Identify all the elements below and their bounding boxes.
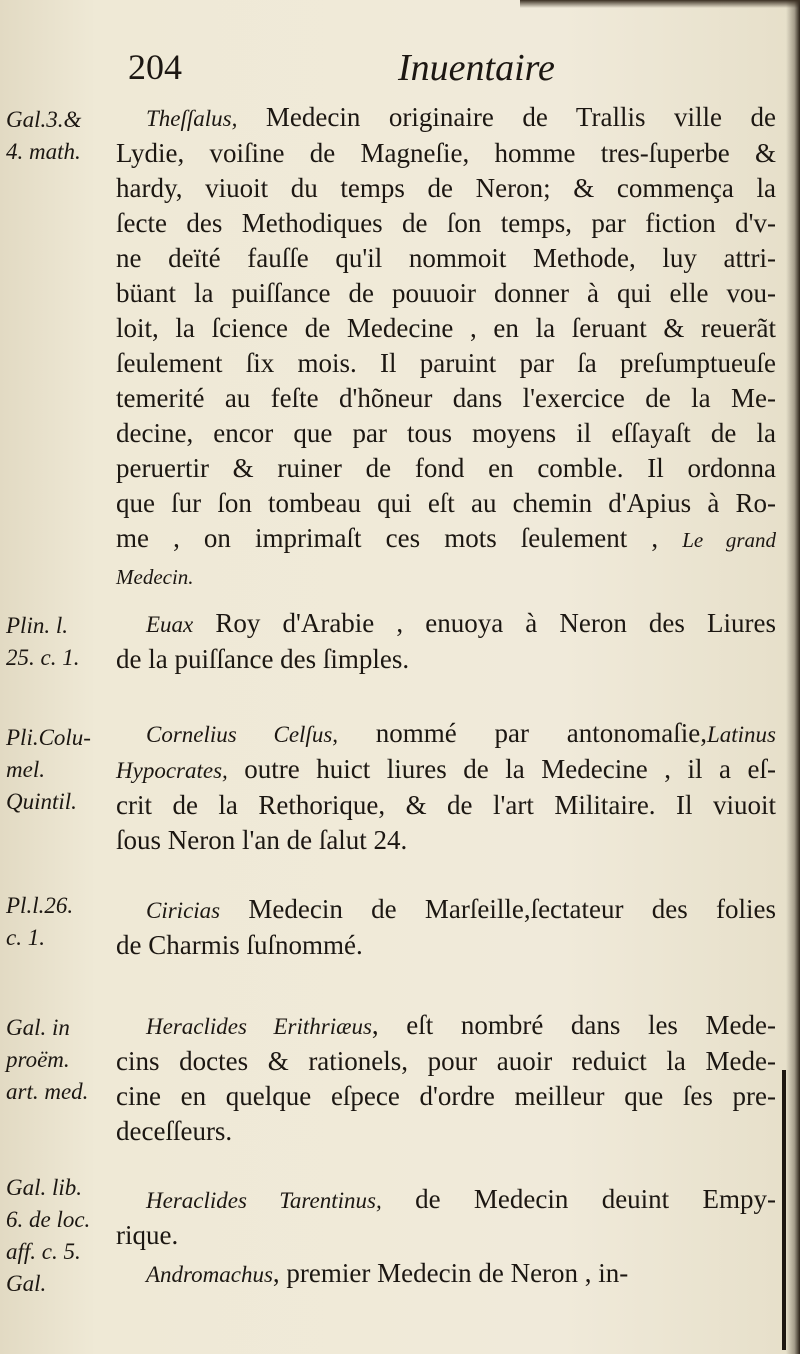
- margin-note-thessalus: Gal.3.& 4. math.: [6, 107, 82, 164]
- entry-thessalus: Theſſalus, Medecin originaire de Trallis ville de Lydie, voiſine de Magneſie, homme tres-ſuperbe & hardy, viuoit du temps de Neron; & commença la ſecte des Methodiques de ſon temps, par fiction d'v- ne deïté fauſſe qu'il nommoit Methode, luy attri- büant la puiſſance de pouuoir donner à qui elle vou- loit, la ſcience de Medecine , en la ſeruant & reuerãt ſeulement ſix mois. Il paruint par ſa preſumptueuſe temerité au feſte d'hõneur dans l'exercice de la Me- decine, encor que par tous moyens il eſſayaſt de la peruertir & ruiner de fond en comble. Il ordonna que ſur ſon tombeau qui eſt au chemin d'Apius à Ro- me , on imprimaſt ces mots ſeulement , Le grand Medecin.: [116, 102, 777, 589]
- margin-note-cricias: Pl.l.26. c. 1.: [6, 893, 74, 950]
- entry-euax: Euax Roy d'Arabie , enuoya à Neron des Liures de la puiſſance des ſimples.: [116, 608, 776, 674]
- page-header: [0, 46, 800, 96]
- margin-note-heraclides-erithraeus: Gal. in proëm. art. med.: [6, 1015, 89, 1104]
- binding-edge: [782, 1070, 786, 1350]
- epitaph-quote: Le grand: [682, 528, 776, 552]
- entry-cricias: Ciricias Medecin de Marſeille,ſectateur des folies de Charmis ſuſnommé.: [116, 894, 776, 960]
- running-head: Inuentaire: [398, 47, 555, 89]
- entry-celsus: Cornelius Celſus, nommé par antonomaſie,Latinus Hypocrates, outre huict liures de la Medecine , il a eſ- crit de la Rethorique, & de l'art Militaire. Il viuoit ſous Neron l'an de ſalut 24.: [116, 718, 777, 855]
- entry-heraclides-erithraeus: Heraclides Erithriæus, eſt nombré dans les Mede- cins doctes & rationels, pour auoir reduict la Mede- cine en quelque eſpece d'ordre meilleur que ſes pre- deceſſeurs.: [116, 1010, 776, 1146]
- page-edge-shadow: [786, 0, 800, 1354]
- margin-note-heraclides-tarentinus: Gal. lib. 6. de loc. aff. c. 5. Gal.: [6, 1175, 91, 1296]
- entry-name: Cornelius Celſus,: [146, 722, 339, 747]
- margin-note-euax: Plin. l. 25. c. 1.: [6, 613, 80, 670]
- entry-name: Euax: [146, 612, 194, 637]
- entry-heraclides-tarentinus: Heraclides Tarentinus, de Medecin deuint Empy- rique.: [116, 1184, 777, 1250]
- margin-note-celsus: Pli.Colu- mel. Quintil.: [6, 725, 91, 814]
- page-top-shadow: [520, 0, 800, 8]
- entry-name: Heraclides Erithriæus: [146, 1014, 372, 1039]
- page-number: 204: [128, 47, 182, 87]
- entry-name: Ciricias: [146, 898, 221, 923]
- entry-andromachus: Andromachus, premier Medecin de Neron , in-: [146, 1258, 629, 1288]
- entry-name: Theſſalus,: [146, 106, 238, 131]
- entry-name: Andromachus: [146, 1262, 273, 1287]
- entry-name: Heraclides Tarentinus,: [146, 1188, 382, 1213]
